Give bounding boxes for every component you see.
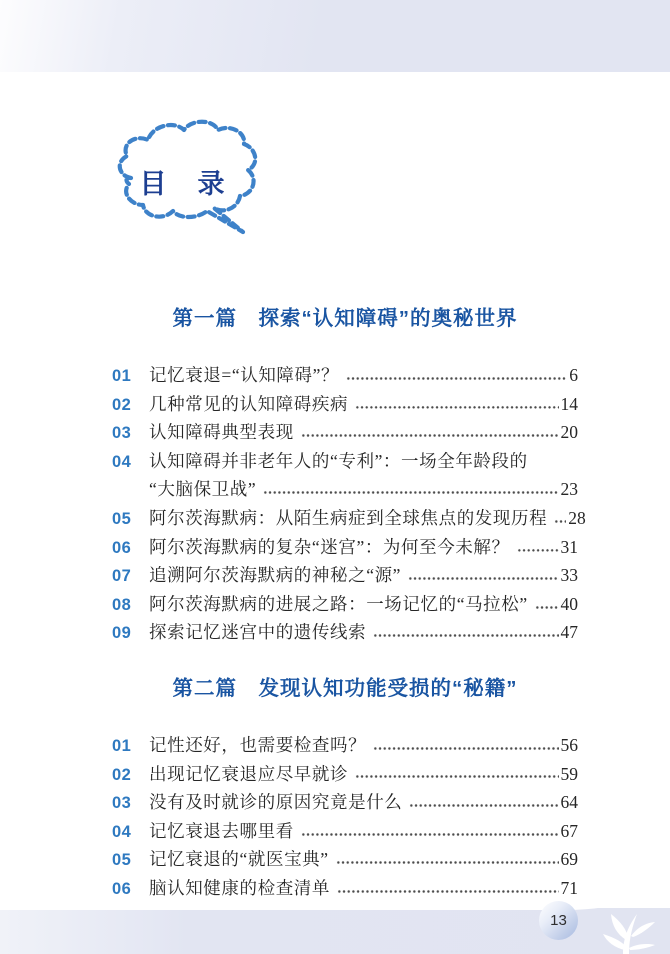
entry-page: 59 (560, 763, 578, 784)
toc-cloud (103, 116, 267, 250)
entry-title: 记忆衰退的“就医宝典” (149, 849, 329, 870)
leaf-decoration-icon (585, 906, 665, 954)
entry-title: 阿尔茨海默病的进展之路：一场记忆的“马拉松” (149, 593, 528, 614)
toc-entry (112, 788, 578, 817)
top-band (0, 0, 670, 72)
toc-title: 目 录 (139, 169, 227, 199)
entry-title: 记性还好，也需要检查吗？ (149, 734, 367, 755)
dotted-leader (408, 576, 558, 581)
entry-number: 06 (112, 879, 132, 898)
toc-entry (112, 874, 578, 903)
entry-title: 没有及时就诊的原因究竟是什么 (149, 792, 403, 813)
dotted-leader (373, 633, 558, 638)
page-number-badge (539, 901, 578, 940)
dotted-leader (554, 519, 566, 524)
toc-entry (112, 504, 586, 533)
entry-number: 01 (112, 736, 132, 755)
section-heading: 第二篇 发现认知功能受损的“秘籍” (172, 676, 518, 700)
entry-page: 6 (569, 365, 578, 385)
dotted-leader (301, 433, 559, 438)
section-heading: 第一篇 探索“认知障碍”的奥秘世界 (172, 307, 518, 330)
entry-title: 认知障碍典型表现 (149, 422, 294, 443)
dotted-leader (301, 832, 559, 837)
entry-page: 31 (560, 536, 578, 557)
entry-number: 06 (112, 538, 132, 557)
entry-number: 08 (112, 595, 132, 614)
entry-title: 追溯阿尔茨海默病的神秘之“源” (149, 565, 402, 586)
page-number: 13 (550, 912, 567, 929)
toc-entry (112, 390, 578, 419)
dotted-leader (355, 404, 558, 409)
toc-entry (112, 418, 578, 447)
entry-number: 02 (112, 765, 132, 784)
toc-entry-continued (112, 475, 578, 504)
entry-number: 03 (112, 424, 132, 443)
entry-title: 脑认知健康的检查清单 (149, 877, 330, 898)
dotted-leader (409, 803, 558, 808)
dotted-leader (535, 605, 559, 610)
entry-page: 69 (560, 849, 578, 870)
entry-number: 02 (112, 395, 132, 414)
entry-title: 阿尔茨海默病：从陌生病症到全球焦点的发现历程 (149, 507, 548, 528)
entry-title: “大脑保卫战” (149, 479, 257, 500)
entry-page: 64 (560, 792, 578, 813)
entry-title: 认知障碍并非老年人的“专利”：一场全年龄段的 (149, 450, 528, 471)
entry-number: 04 (112, 452, 132, 471)
dotted-leader (337, 889, 559, 894)
toc-entry (112, 845, 578, 874)
dotted-leader (373, 746, 558, 751)
toc-entry (112, 731, 578, 760)
entry-page: 67 (560, 820, 578, 841)
dotted-leader (263, 490, 558, 495)
entry-page: 40 (560, 593, 578, 614)
entry-page: 33 (560, 565, 578, 586)
toc-entry (112, 590, 578, 619)
toc-entry (112, 533, 578, 562)
entry-page: 56 (560, 734, 578, 755)
entry-title: 记忆衰退去哪里看 (149, 820, 294, 841)
entry-page: 47 (560, 622, 578, 643)
entry-page: 20 (560, 422, 578, 443)
entry-number: 01 (112, 367, 132, 385)
entry-page: 14 (560, 393, 578, 414)
entry-number: 07 (112, 567, 132, 586)
entry-title: 探索记忆迷宫中的遗传线索 (149, 622, 367, 643)
toc-entry (112, 447, 578, 476)
entry-number: 04 (112, 822, 132, 841)
toc-entry (112, 618, 578, 647)
entry-title: 几种常见的认知障碍疾病 (149, 393, 349, 414)
dotted-leader (346, 376, 567, 381)
entry-number: 03 (112, 794, 132, 813)
dotted-leader (336, 860, 559, 865)
entry-number: 05 (112, 509, 132, 528)
toc (112, 304, 586, 903)
entry-number: 09 (112, 624, 132, 643)
toc-entry (112, 760, 578, 789)
dotted-leader (355, 774, 558, 779)
entry-page: 28 (568, 507, 586, 528)
entry-title: 记忆衰退=“认知障碍”？ (149, 365, 340, 385)
entry-title: 阿尔茨海默病的复杂“迷宫”：为何至今未解？ (149, 536, 510, 557)
dotted-leader (517, 547, 559, 552)
toc-entry (112, 561, 578, 590)
entry-title: 出现记忆衰退应尽早就诊 (149, 763, 349, 784)
entry-page: 71 (560, 877, 578, 898)
toc-entry (112, 817, 578, 846)
entry-page: 23 (560, 479, 578, 500)
entry-number: 05 (112, 851, 132, 870)
toc-entry (112, 361, 578, 390)
